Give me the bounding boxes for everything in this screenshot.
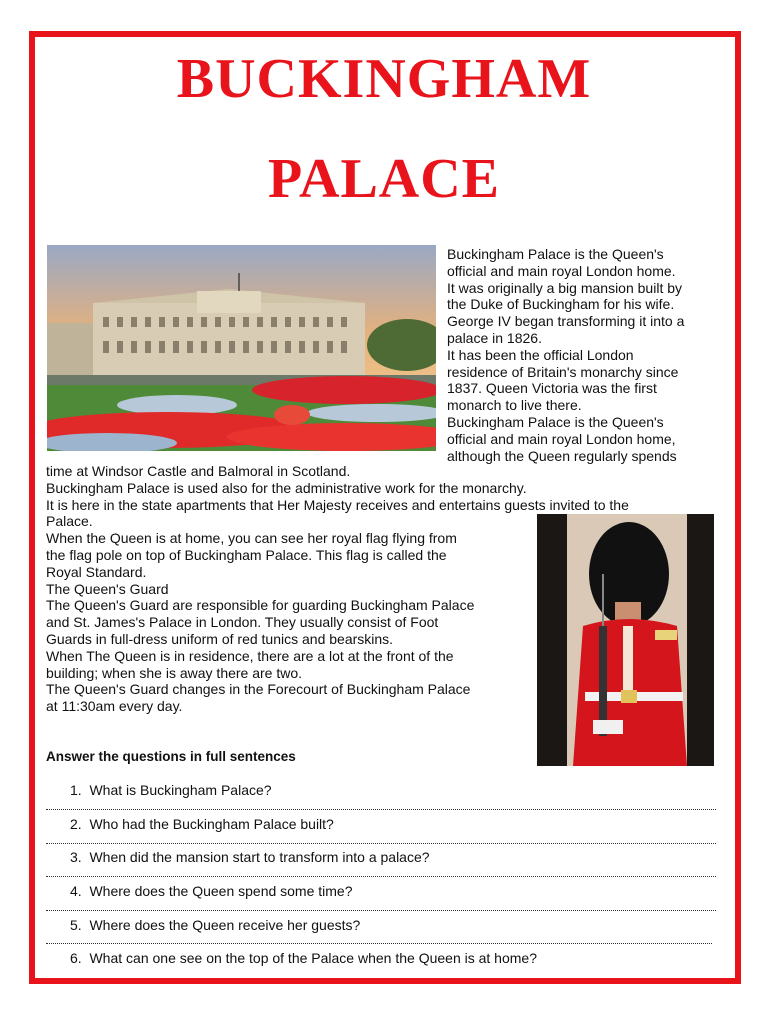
question-number: 2. bbox=[70, 816, 82, 832]
question-number: 5. bbox=[70, 917, 82, 933]
answer-line-4[interactable] bbox=[46, 910, 716, 911]
intro-line: George IV began transforming it into a bbox=[447, 313, 685, 330]
question-4 bbox=[70, 883, 353, 899]
intro-line: palace in 1826. bbox=[447, 329, 542, 346]
body-line: the flag pole on top of Buckingham Palace. This flag is called the bbox=[46, 546, 447, 563]
body-line: When the Queen is at home, you can see her royal flag flying from bbox=[46, 530, 457, 547]
body-line: and St. James's Palace in London. They usually consist of Foot bbox=[46, 614, 439, 631]
question-text: When did the mansion start to transform into a palace? bbox=[89, 849, 430, 865]
body-line: Buckingham Palace is used also for the administrative work for the monarchy. bbox=[46, 479, 527, 496]
intro-line: residence of Britain's monarchy since bbox=[447, 363, 679, 380]
intro-line: Buckingham Palace is the Queen's bbox=[447, 246, 664, 262]
answer-line-3[interactable] bbox=[46, 876, 716, 877]
intro-line: official and main royal London home. bbox=[447, 262, 676, 279]
question-text: What is Buckingham Palace? bbox=[89, 782, 272, 798]
body-line: Palace. bbox=[46, 513, 93, 530]
question-text: Who had the Buckingham Palace built? bbox=[89, 816, 334, 832]
body-line: The Queen's Guard changes in the Forecourt of Buckingham Palace bbox=[46, 681, 471, 698]
intro-line: Buckingham Palace is the Queen's bbox=[447, 413, 664, 430]
page-title-line2: PALACE bbox=[267, 148, 501, 210]
body-line: The Queen's Guard are responsible for guarding Buckingham Palace bbox=[46, 597, 475, 614]
answer-line-5[interactable] bbox=[46, 943, 712, 944]
answer-line-1[interactable] bbox=[46, 809, 716, 810]
question-number: 6. bbox=[70, 950, 82, 966]
intro-line: It has been the official London bbox=[447, 346, 634, 363]
body-line: Guards in full-dress uniform of red tunics and bearskins. bbox=[46, 630, 394, 647]
body-line: time at Windsor Castle and Balmoral in Scotland. bbox=[46, 463, 351, 479]
body-line: When The Queen is in residence, there are a lot at the front of the bbox=[46, 647, 454, 664]
intro-line: official and main royal London home, bbox=[447, 430, 676, 447]
question-text: Where does the Queen spend some time? bbox=[89, 883, 353, 899]
intro-line: although the Queen regularly spends bbox=[447, 447, 677, 464]
questions-heading: Answer the questions in full sentences bbox=[46, 749, 296, 764]
guard-photo bbox=[537, 514, 714, 766]
question-number: 3. bbox=[70, 849, 82, 865]
body-line: building; when she is away there are two. bbox=[46, 664, 303, 681]
intro-line: the Duke of Buckingham for his wife. bbox=[447, 296, 675, 313]
question-text: Where does the Queen receive her guests? bbox=[89, 917, 361, 933]
question-6 bbox=[70, 950, 537, 966]
question-3 bbox=[70, 849, 430, 865]
question-number: 1. bbox=[70, 782, 82, 798]
intro-line: It was originally a big mansion built by bbox=[447, 279, 683, 296]
question-number: 4. bbox=[70, 883, 82, 899]
answer-line-2[interactable] bbox=[46, 843, 716, 844]
page-title-line1: BUCKINGHAM bbox=[176, 48, 592, 110]
intro-paragraph bbox=[447, 246, 684, 464]
question-1 bbox=[70, 782, 272, 798]
body-line: Royal Standard. bbox=[46, 563, 147, 580]
body-line: It is here in the state apartments that Her Majesty receives and entertains guests invited to the bbox=[46, 496, 629, 513]
question-5 bbox=[70, 917, 360, 933]
palace-photo bbox=[47, 245, 436, 451]
body-line: The Queen's Guard bbox=[46, 580, 169, 597]
body-line: at 11:30am every day. bbox=[46, 698, 183, 715]
intro-line: 1837. Queen Victoria was the first bbox=[447, 380, 657, 397]
intro-line: monarch to live there. bbox=[447, 397, 582, 414]
question-2 bbox=[70, 816, 334, 832]
question-text: What can one see on the top of the Palace when the Queen is at home? bbox=[89, 950, 537, 966]
